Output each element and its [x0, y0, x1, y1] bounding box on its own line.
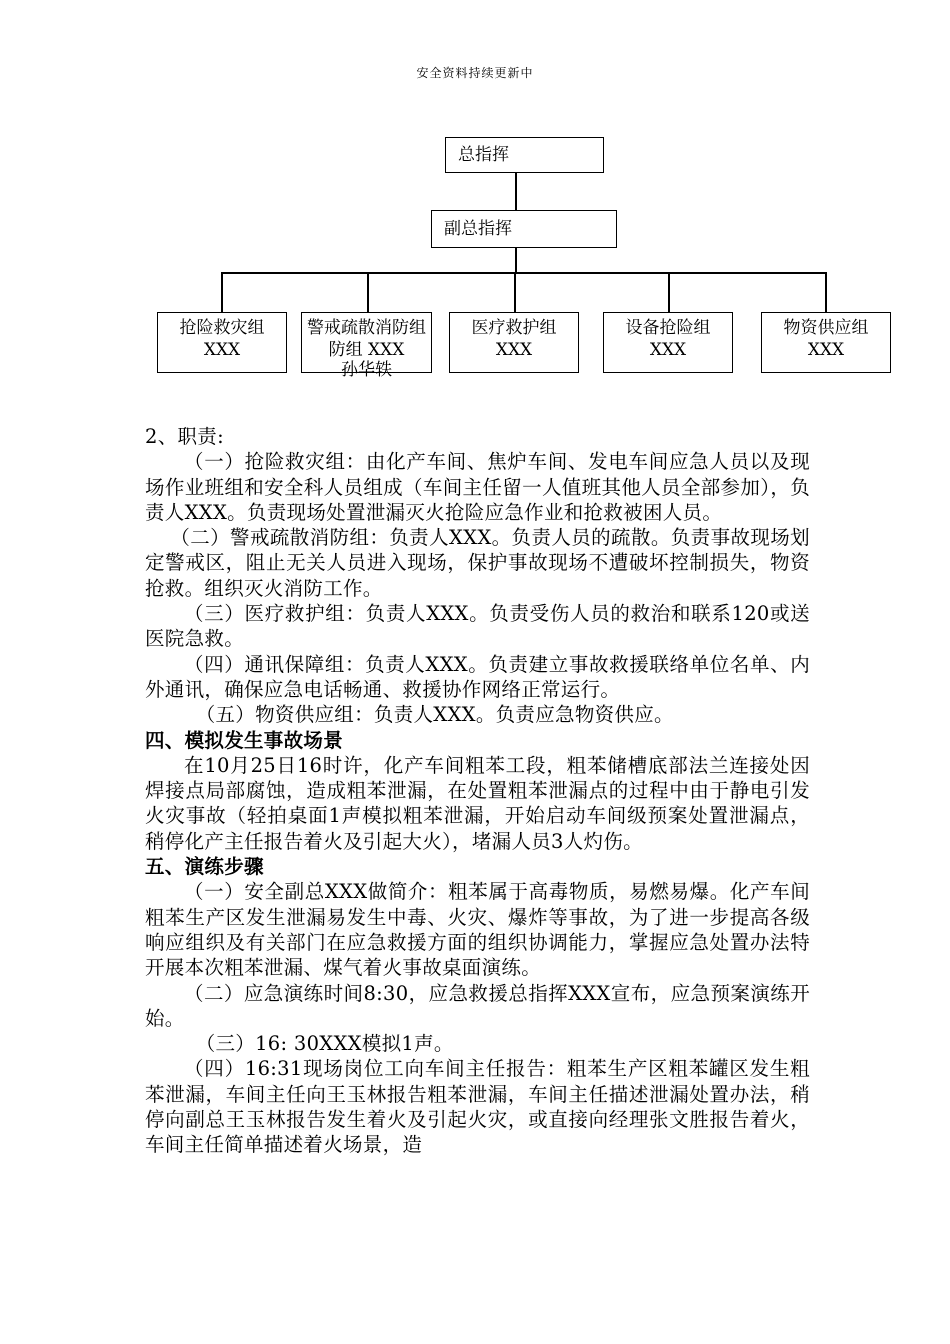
duty-paragraph: （一）抢险救灾组：由化产车间、焦炉车间、发电车间应急人员以及现场作业班组和安全科人员组成（车间主任留一人值班其他人员全部参加），负责人XXX。负责现场处置泄漏灭火抢险应急作业和抢救被困人员。: [145, 450, 810, 524]
group-box-rescue: [157, 312, 287, 373]
connector-drop-4: [668, 272, 670, 312]
group-name: 设备抢险组: [625, 318, 711, 338]
group-name: 警戒疏散消防组: [307, 318, 426, 338]
duty-paragraph: （三）医疗救护组：负责人XXX。负责受伤人员的救治和联系120或送医院急救。: [145, 602, 810, 651]
duty-heading: 2、职责:: [145, 425, 224, 448]
step-paragraph: （三）16: 30XXX模拟1声。: [195, 1032, 454, 1056]
group-extra: 孙华轶: [341, 360, 392, 380]
duty-paragraph: （四）通讯保障组：负责人XXX。负责建立事故救援联络单位名单、内外通讯，确保应急电话畅通、救援协作网络正常运行。: [145, 652, 810, 701]
connector-drop-3: [514, 272, 516, 312]
duty-paragraph: （五）物资供应组：负责人XXX。负责应急物资供应。: [195, 703, 674, 727]
group-box-medical: [449, 312, 579, 373]
group-box-supply: [761, 312, 891, 373]
commander-box: [445, 137, 604, 173]
document-body: [145, 424, 810, 1158]
duty-paragraph: （二）警戒疏散消防组：负责人XXX。负责人员的疏散。负责事故现场划定警戒区，阻止无关人员进入现场，保护事故现场不遭破坏控制损失，物资抢救。组织灭火消防工作。: [145, 526, 810, 600]
header-note: 安全资料持续更新中: [416, 66, 534, 80]
step-paragraph: （二）应急演练时间8:30，应急救援总指挥XXX宣布，应急预案演练开始。: [145, 981, 810, 1030]
connector-bus: [221, 272, 826, 274]
group-name: 抢险救灾组: [179, 318, 265, 338]
section-heading: 五、演练步骤: [145, 855, 264, 879]
connector-commander-vice: [515, 173, 517, 210]
section-heading: 四、模拟发生事故场景: [145, 728, 344, 752]
connector-drop-2: [367, 272, 369, 312]
group-leader: XXX: [368, 340, 405, 360]
commander-label: 总指挥: [458, 145, 509, 165]
connector-drop-5: [825, 272, 827, 312]
step-paragraph: （四）16:31现场岗位工向车间主任报告：粗苯生产区粗苯罐区发生粗苯泄漏，车间主任向王玉林报告粗苯泄漏，车间主任描述泄漏处置办法，稍停向副总王玉林报告发生着火及引起火灾，或直接向经理张文胜报告着火，车间主任简单描述着火场景，造: [145, 1057, 810, 1157]
scenario-paragraph: 在10月25日16时许，化产车间粗苯工段，粗苯储槽底部法兰连接处因焊接点局部腐蚀，造成粗苯泄漏，在处置粗苯泄漏点的过程中由于静电引发火灾事故（轻拍桌面1声模拟粗苯泄漏，开始启动车间级预案处置泄漏点，稍停化产主任报告着火及引起大火），堵漏人员3人灼伤。: [145, 753, 810, 853]
group-leader: 防组: [328, 340, 369, 360]
vice-commander-label: 副总指挥: [444, 219, 512, 239]
group-name: 医疗救护组: [471, 318, 557, 338]
group-leader: XXX: [203, 340, 241, 360]
org-chart: [0, 0, 950, 400]
group-leader: XXX: [495, 340, 533, 360]
vice-commander-box: [431, 210, 617, 248]
step-paragraph: （一）安全副总XXX做简介：粗苯属于高毒物质，易燃易爆。化产车间粗苯生产区发生泄漏易发生中毒、火灾、爆炸等事故，为了进一步提高各级响应组织及有关部门在应急救援方面的组织协调能力，掌握应急处置办法特开展本次粗苯泄漏、煤气着火事故桌面演练。: [145, 880, 810, 980]
group-box-security: [301, 312, 432, 380]
group-box-equipment: [603, 312, 733, 373]
group-leader: XXX: [649, 340, 687, 360]
connector-vice-bus: [515, 248, 517, 273]
connector-drop-1: [221, 272, 223, 312]
group-name: 物资供应组: [783, 318, 869, 338]
group-leader: XXX: [807, 340, 845, 360]
